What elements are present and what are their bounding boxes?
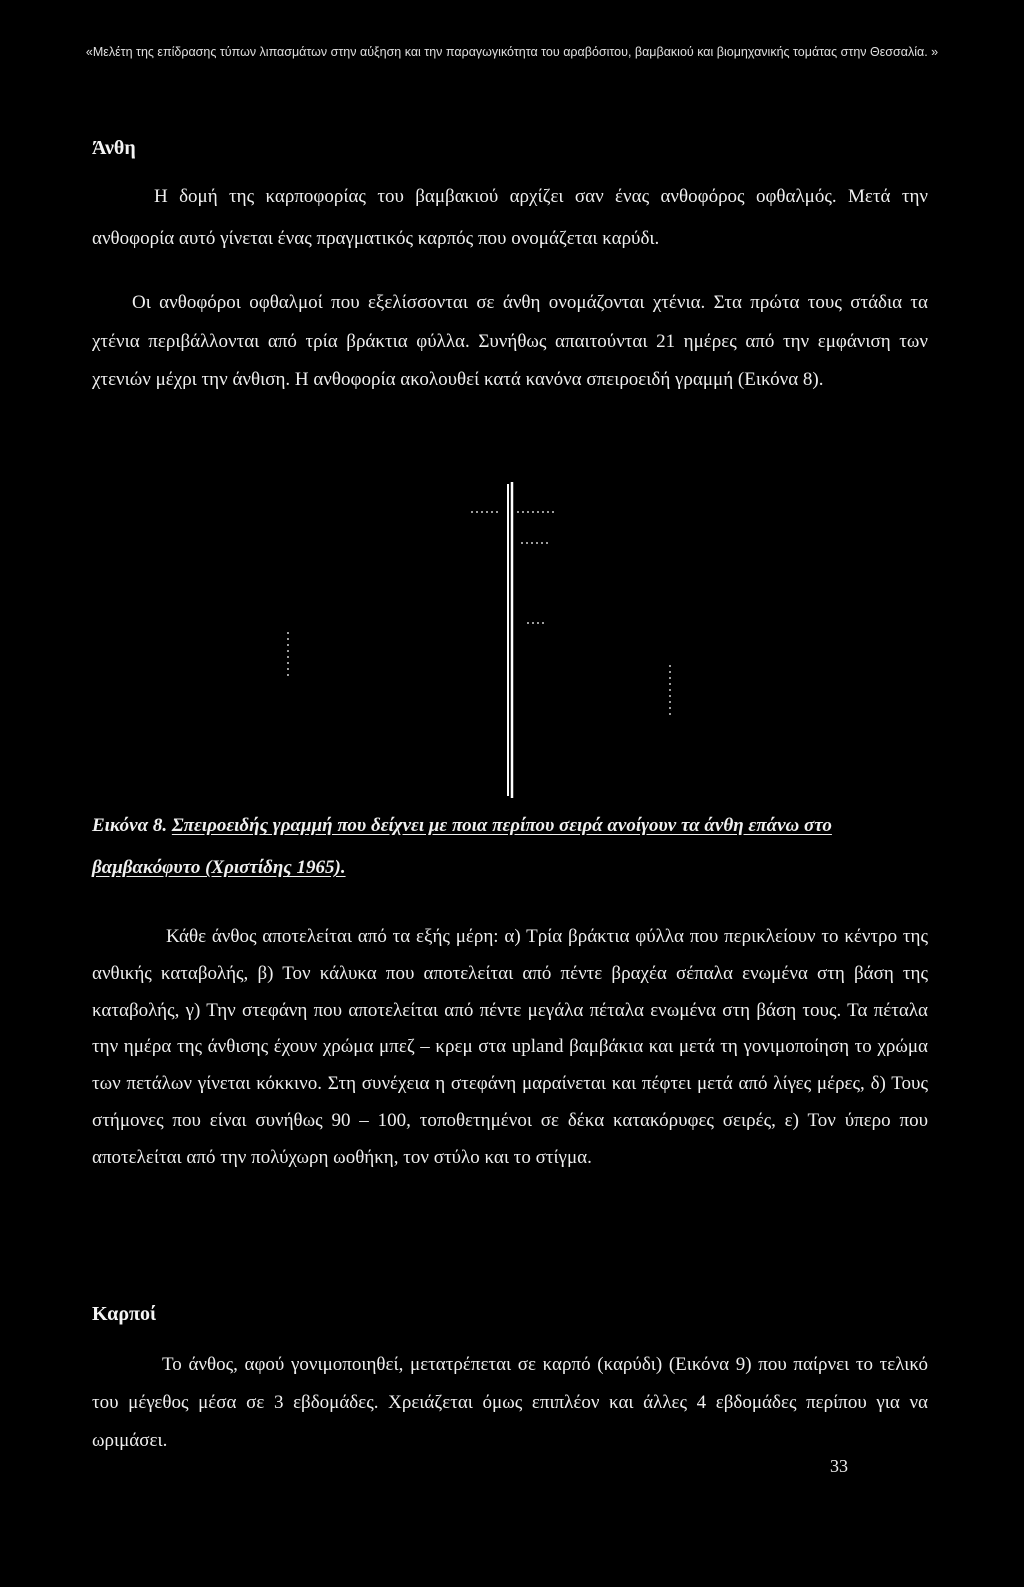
paragraph-flower-parts: Κάθε άνθος αποτελείται από τα εξής μέρη: α) Τρία βράκτια φύλλα που περικλείουν το κέντρο της ανθικής καταβολής, β) Τον κάλυκα που αποτελείται από πέντε βραχέα σέπαλα ενωμένα στη βάση της καταβολής, γ) Την στεφάνη που αποτελείται από πέντε μεγάλα πέταλα ενωμένα στη βάση τους. Τα πέταλα την ημέρα της άνθισης έχουν χρώμα μπεζ – κρεμ στα upland βαμβάκια και μετά τη γονιμοποίηση το χρώμα των πετάλων γίνεται κόκκινο. Στη συνέχεια η στεφάνη μαραίνεται και πέφτει μετά από λίγες μέρες, δ) Τους στήμονες που είναι συνήθως 90 – 100, τοποθετημένοι σε δέκα κατακόρυφες σειρές, ε) Τον ύπερο που αποτελείται από την πολύχωρη ωοθήκη, τον στύλο και το στίγμα. [92,926,928,1168]
figure-caption-text: Σπειροειδής γραμμή που δείχνει με ποια περίπου σειρά ανοίγουν τα άνθη επάνω στο βαμβακόφυτο (Χριστίδης 1965). [92,815,832,878]
plant-main-stem [508,482,512,798]
flower-position-dots [287,511,671,715]
figure-spiral-line-image [260,480,720,810]
paragraph-flower-buds: Οι ανθοφόροι οφθαλμοί που εξελίσσονται σε άνθη ονομάζονται χτένια. Στα πρώτα τους στάδια τα χτένια περιβάλλονται από τρία βράκτια φύλλα. Συνήθως απαιτούνται 21 ημέρες από την εμφάνιση των χτενιών μέχρι την άνθιση. Η ανθοφορία ακολουθεί κατά κανόνα σπειροειδή γραμμή (Εικόνα 8). [92,292,928,390]
paragraph-flower-structure: Η δομή της καρποφορίας του βαμβακιού αρχίζει σαν ένας ανθοφόρος οφθαλμός. Μετά την ανθοφορία αυτό γίνεται ένας πραγματικός καρπός που ονομάζεται καρύδι. [92,186,928,249]
figure-caption-label: Εικόνα 8. [92,815,168,836]
page-number: 33 [830,1456,848,1476]
running-header: «Μελέτη της επίδρασης τύπων λιπασμάτων στην αύξηση και την παραγωγικότητα του αραβόσιτου, βαμβακιού και βιομηχανικής τομάτας στην Θεσσαλία. » [85,45,939,59]
section-heading-flowers: Άνθη [92,137,136,159]
section-heading-fruits: Καρποί [92,1303,157,1325]
paragraph-fruits: Το άνθος, αφού γονιμοποιηθεί, μετατρέπεται σε καρπό (καρύδι) (Εικόνα 9) που παίρνει το τελικό του μέγεθος μέσα σε 3 εβδομάδες. Χρειάζεται όμως επιπλέον και άλλες 4 εβδομάδες περίπου για να ωριμάσει. [92,1354,928,1451]
figure-caption [92,805,942,889]
